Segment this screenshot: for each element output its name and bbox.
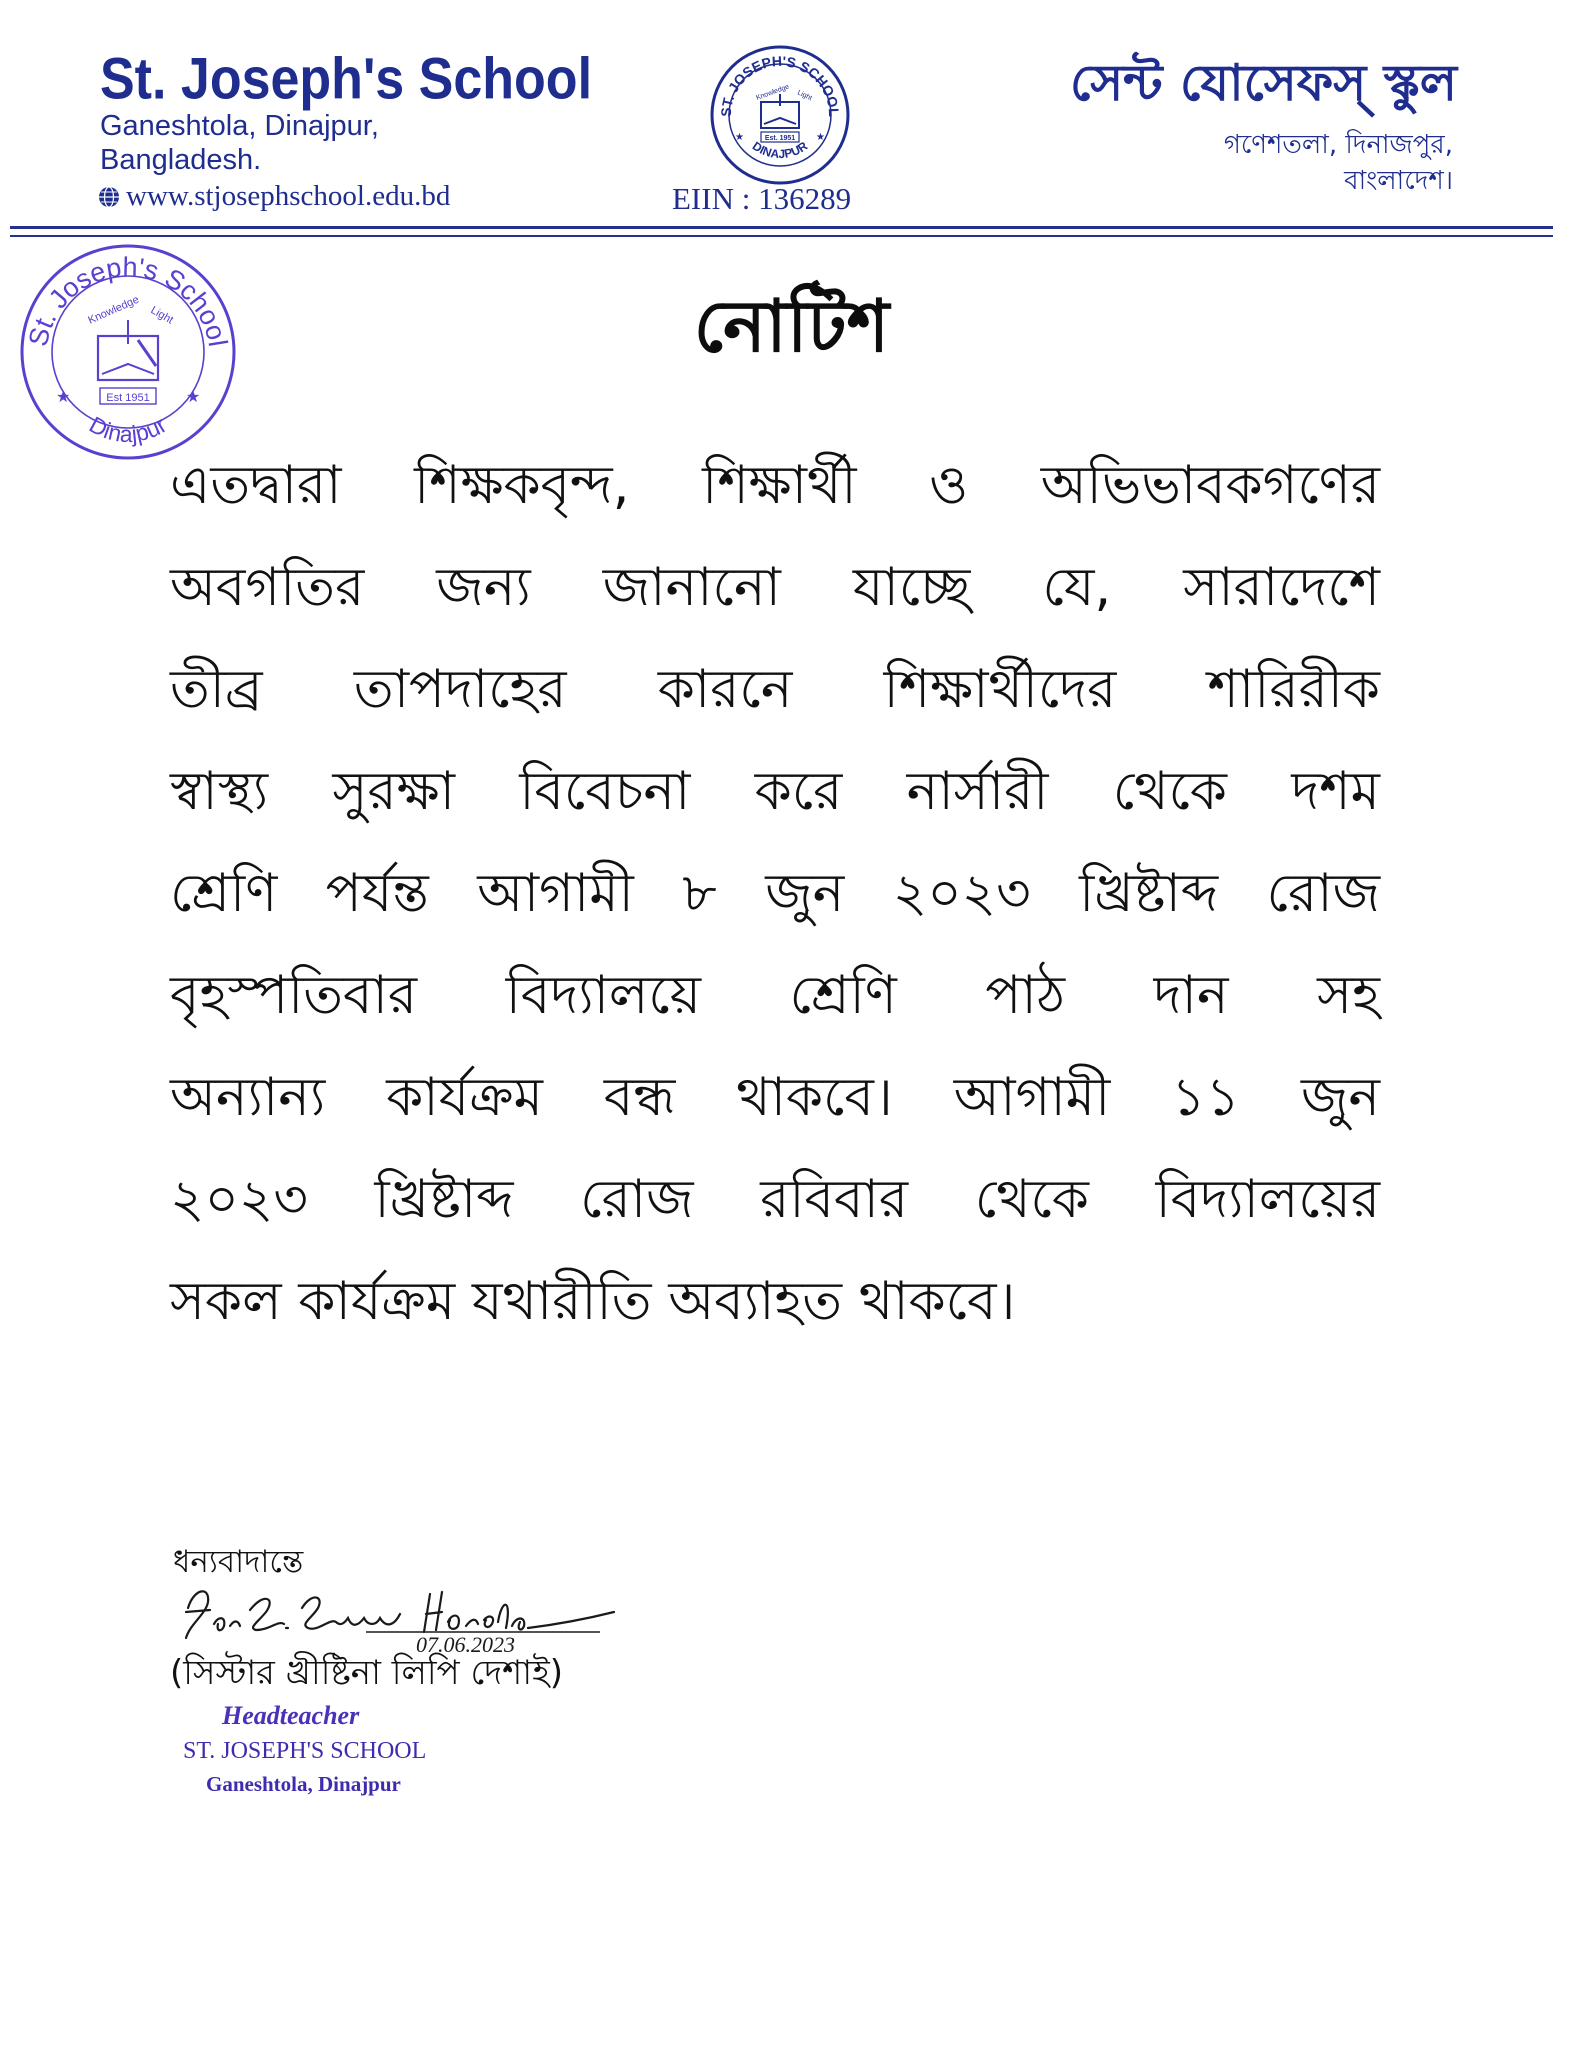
header-rule-top (10, 226, 1553, 229)
notice-line: ২০২৩ খ্রিষ্টাব্দ রোজ রবিবার থেকে বিদ্যালয়ের (170, 1169, 1380, 1230)
stamp-place-text: Dinajpur (85, 411, 171, 448)
signer-designation: Headteacher (222, 1701, 360, 1730)
notice-line: এতদ্বারা শিক্ষকবৃন্দ, শিক্ষার্থী ও অভিভাবকগণের (170, 455, 1380, 516)
crest-place-text: DINAJPUR (749, 138, 811, 162)
website-text: www.stjosephschool.edu.bd (126, 180, 451, 212)
handwritten-signature (180, 1568, 620, 1654)
svg-text:★: ★ (735, 132, 744, 143)
eiin-number: EIIN : 136289 (672, 181, 852, 216)
school-name-en: St. Joseph's School (100, 47, 593, 113)
crest-est-text: Est. 1951 (764, 135, 796, 142)
notice-line: বৃহস্পতিবার বিদ্যালয়ে শ্রেণি পাঠ দান সহ (170, 965, 1380, 1026)
notice-line: সকল কার্যক্রম যথারীতি অব্যাহত থাকবে। (170, 1271, 1016, 1332)
signer-stamp-address: Ganeshtola, Dinajpur (206, 1772, 401, 1796)
signature-date: 07.06.2023 (416, 1632, 515, 1654)
notice-line: অন্যান্য কার্যক্রম বন্ধ থাকবে। আগামী ১১ জুন (170, 1067, 1380, 1128)
crest-name-text: ST. JOSEPH'S SCHOOL (717, 52, 843, 118)
address-bn-line1: গণেশতলা, দিনাজপুর, (1223, 130, 1453, 160)
school-name-bn: সেন্ট যোসেফস্ স্কুল (1069, 54, 1457, 112)
signer-name: (সিস্টার খ্রীষ্টিনা লিপি দেশাই) (170, 1653, 564, 1693)
notice-line: শ্রেণি পর্যন্ত আগামী ৮ জুন ২০২৩ খ্রিষ্টাব্দ রোজ (170, 863, 1380, 924)
stamp-motto-right: Light (148, 304, 176, 327)
svg-text:★: ★ (816, 132, 825, 143)
crest-motto-right: Light (796, 89, 813, 103)
stamp-name-text: St. Joseph's School (22, 251, 234, 350)
stamp-motto-left: Knowledge (86, 293, 141, 327)
address-en-line1: Ganeshtola, Dinajpur, (100, 110, 379, 142)
svg-text:★: ★ (56, 387, 71, 406)
notice-line: স্বাস্থ্য সুরক্ষা বিবেচনা করে নার্সারী থেকে দশম (170, 761, 1380, 822)
header-rule-bottom (10, 235, 1553, 237)
notice-body (170, 435, 1380, 1353)
notice-line: অবগতির জন্য জানানো যাচ্ছে যে, সারাদেশে (170, 557, 1380, 618)
school-crest-logo (709, 44, 851, 186)
notice-line: তীব্র তাপদাহের কারনে শিক্ষার্থীদের শারিরীক (170, 659, 1380, 720)
svg-text:★: ★ (186, 387, 201, 406)
stamp-est-text: Est 1951 (106, 392, 150, 404)
closing-text: ধন্যবাদান্তে (173, 1544, 304, 1580)
globe-icon (98, 186, 120, 208)
signer-stamp-school: ST. JOSEPH'S SCHOOL (183, 1738, 427, 1764)
crest-motto-left: Knowledge (755, 83, 791, 102)
svg-text:Dinajpur (85, 411, 171, 447)
address-en-line2: Bangladesh. (100, 144, 262, 176)
notice-title: নোটিশ (693, 284, 890, 368)
website-row (98, 180, 450, 213)
address-bn-line2: বাংলাদেশ। (1344, 166, 1453, 196)
